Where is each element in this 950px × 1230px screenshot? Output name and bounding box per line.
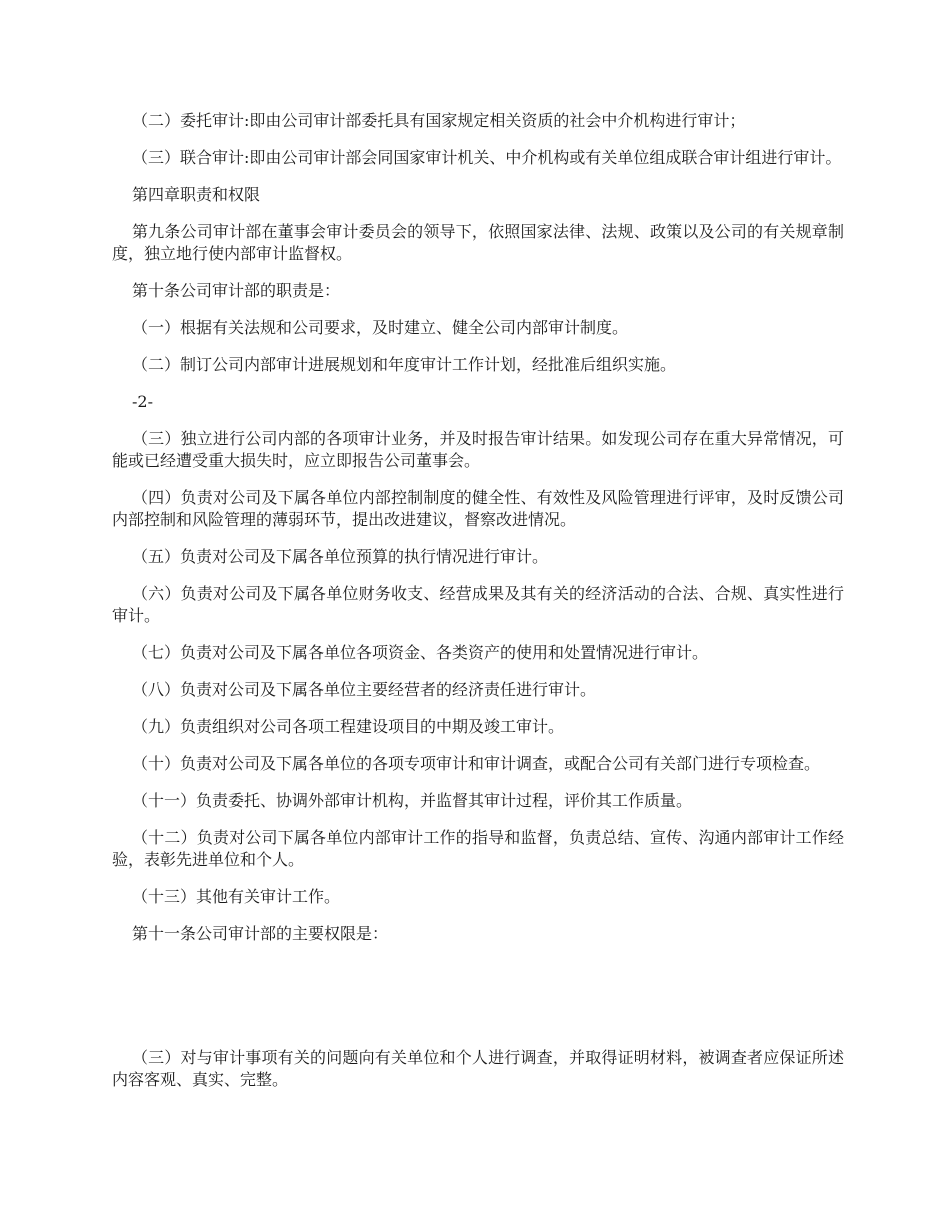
paragraph: （十一）负责委托、协调外部审计机构，并监督其审计过程，评价其工作质量。 [132, 791, 693, 810]
paragraph: （十三）其他有关审计工作。 [132, 887, 341, 906]
paragraph: （三）对与审计事项有关的问题向有关单位和个人进行调查，并取得证明材料，被调查者应保证所述内容客观、真实、完整。 [112, 1048, 844, 1089]
paragraph: （一）根据有关法规和公司要求，及时建立、健全公司内部审计制度。 [132, 318, 629, 337]
paragraph: 第九条公司审计部在董事会审计委员会的领导下，依照国家法律、法规、政策以及公司的有关规章制度，独立地行使内部审计监督权。 [112, 222, 844, 263]
chapter-heading: 第四章职责和权限 [132, 185, 261, 204]
paragraph: （三）独立进行公司内部的各项审计业务，并及时报告审计结果。如发现公司存在重大异常情况，可能或已经遭受重大损失时，应立即报告公司董事会。 [112, 429, 844, 470]
paragraph: （六）负责对公司及下属各单位财务收支、经营成果及其有关的经济活动的合法、合规、真实性进行审计。 [112, 584, 844, 625]
paragraph: （九）负责组织对公司各项工程建设项目的中期及竣工审计。 [132, 717, 565, 736]
paragraph: （二）制订公司内部审计进展规划和年度审计工作计划，经批准后组织实施。 [132, 355, 677, 374]
paragraph: （七）负责对公司及下属各单位各项资金、各类资产的使用和处置情况进行审计。 [132, 643, 709, 662]
paragraph: 第十条公司审计部的职责是： [132, 281, 341, 300]
paragraph: （二）委托审计:即由公司审计部委托具有国家规定相关资质的社会中介机构进行审计； [132, 111, 746, 130]
document-page [112, 110, 844, 1106]
paragraph: （三）联合审计:即由公司审计部会同国家审计机关、中介机构或有关单位组成联合审计组进行审计。 [132, 148, 842, 167]
paragraph: （四）负责对公司及下属各单位内部控制制度的健全性、有效性及风险管理进行评审，及时反馈公司内部控制和风险管理的薄弱环节，提出改进建议，督察改进情况。 [112, 488, 844, 529]
paragraph: （八）负责对公司及下属各单位主要经营者的经济责任进行审计。 [132, 680, 597, 699]
page-number: -2- [132, 392, 153, 411]
paragraph: （五）负责对公司及下属各单位预算的执行情况进行审计。 [132, 547, 549, 566]
paragraph: （十）负责对公司及下属各单位的各项专项审计和审计调查，或配合公司有关部门进行专项检查。 [132, 754, 821, 773]
paragraph: 第十一条公司审计部的主要权限是： [132, 924, 389, 943]
paragraph: （十二）负责对公司下属各单位内部审计工作的指导和监督，负责总结、宣传、沟通内部审计工作经验，表彰先进单位和个人。 [112, 828, 844, 869]
